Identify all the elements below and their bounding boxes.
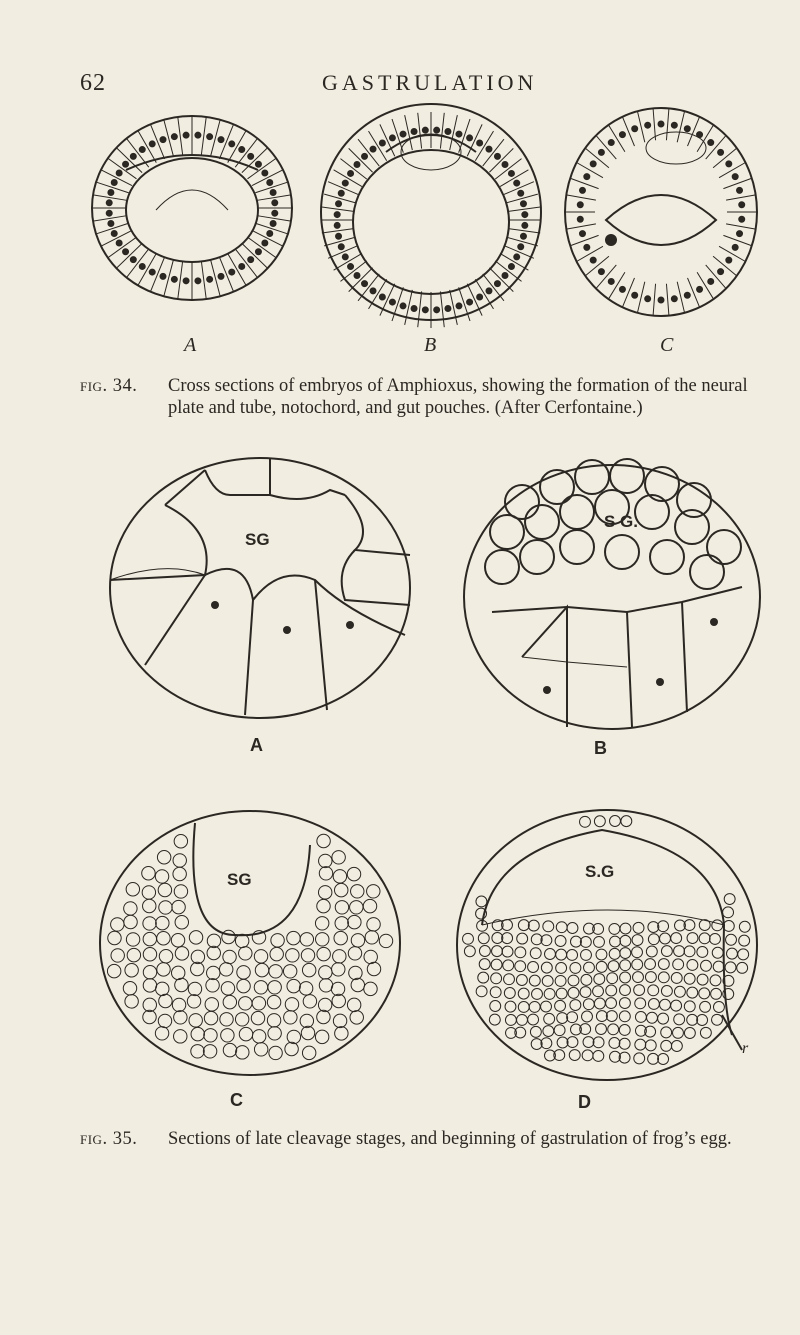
fig34-caption — [80, 375, 780, 419]
page-number: 62 — [80, 70, 106, 96]
fig35-label-b: B — [594, 738, 607, 758]
fig35-section-a — [105, 450, 415, 725]
fig35-d-pointer-label: r — [742, 1040, 749, 1057]
fig35-a-sg-label: SG — [245, 530, 270, 549]
fig35-label-d: D — [578, 1092, 591, 1112]
fig35-section-d — [452, 805, 762, 1090]
fig34-caption-number: fig. 34. — [80, 376, 138, 396]
fig34-label-b: B — [424, 334, 437, 356]
fig35-section-c — [95, 805, 405, 1085]
fig35-caption-number: fig. 35. — [80, 1129, 138, 1149]
fig35-d-sg-label: S.G — [585, 862, 615, 881]
fig34-illustration — [86, 100, 766, 332]
fig35-caption-text: Sections of late cleavage stages, and beginning of gastrulation of frog’s egg. — [168, 1129, 732, 1149]
fig35-label-a: A — [250, 735, 263, 755]
running-head: GASTRULATION — [322, 70, 538, 95]
fig34-caption-line1: Cross sections of embryos of Amphioxus, showing the formation of the neural — [168, 376, 748, 396]
fig35-label-c: C — [230, 1090, 243, 1110]
fig35-caption — [80, 1128, 780, 1150]
fig34-label-c: C — [660, 334, 674, 356]
fig34-embryo-c — [565, 108, 757, 316]
fig34-caption-line2: plate and tube, notochord, and gut pouches. (After Cerfontaine.) — [168, 398, 643, 418]
fig35-section-b — [462, 462, 762, 737]
fig34-embryo-a — [92, 116, 292, 300]
fig34-label-a: A — [184, 334, 197, 356]
fig34-embryo-b — [321, 104, 541, 328]
fig35-c-sg-label: SG — [227, 870, 252, 889]
fig35-b-sg-label: S G. — [604, 512, 639, 531]
